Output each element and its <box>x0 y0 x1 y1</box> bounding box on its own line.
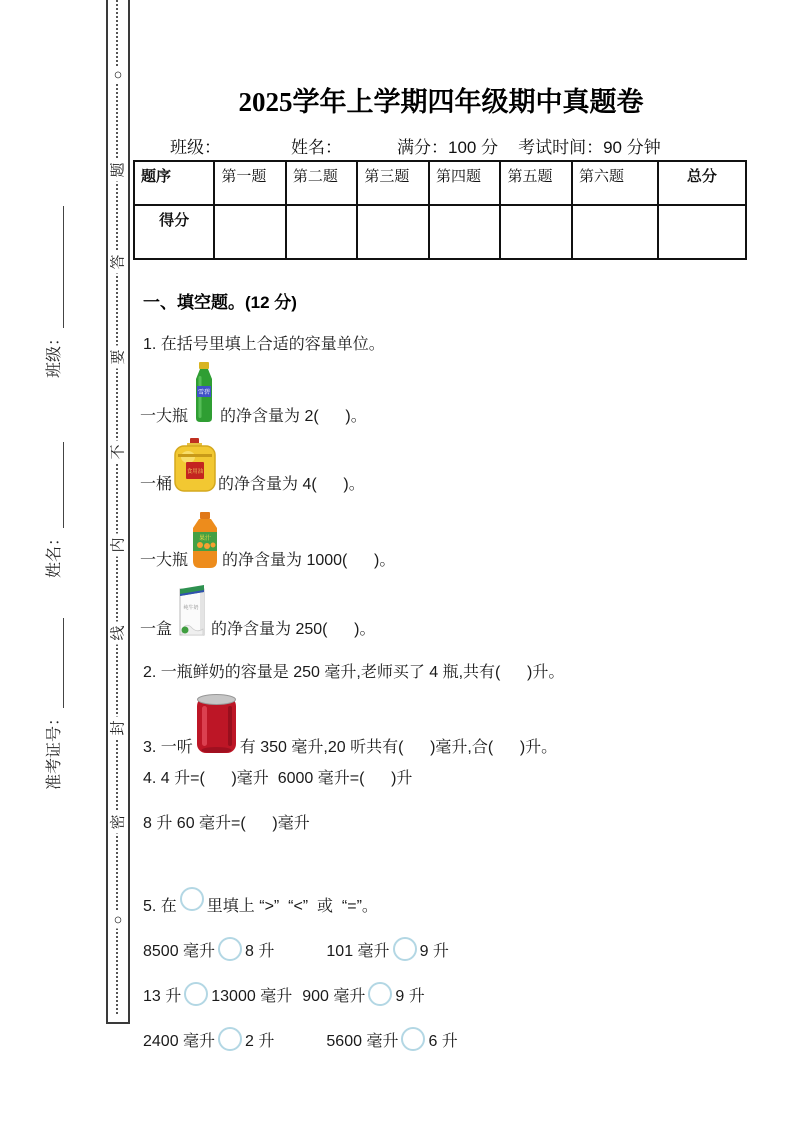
seal-char: 线 <box>111 621 126 644</box>
info-row <box>170 133 661 158</box>
cmp-left: 101 毫升 <box>326 943 390 960</box>
sprite-label-text: 雪碧 <box>198 390 211 396</box>
cmp-right: 2 升 <box>245 1033 275 1050</box>
question-3-suffix: 有 350 毫升,20 听共有( )毫升,合( )升。 <box>239 739 558 756</box>
sprite-bottle-icon <box>190 362 218 424</box>
q1-item-milk-suffix: 的净含量为 250( )。 <box>211 621 376 638</box>
question-5-heading-row <box>143 888 378 916</box>
score-cell <box>286 205 358 259</box>
seal-char: 内 <box>111 533 126 556</box>
side-field-admission-label: 准考证号： <box>46 709 63 790</box>
seal-char: 密 <box>111 810 126 833</box>
compare-circle <box>393 937 417 961</box>
seal-char: 要 <box>111 345 126 368</box>
cmp-right: 9 升 <box>419 943 449 960</box>
side-field-name-label: 姓名： <box>46 529 63 578</box>
score-cell <box>357 205 429 259</box>
cmp-left: 2400 毫升 <box>143 1033 216 1050</box>
question-2-text: 2. 一瓶鲜奶的容量是 250 毫升,老师买了 4 瓶,共有( )升。 <box>143 664 565 681</box>
header-q3: 第三题 <box>357 161 429 205</box>
score-cell <box>214 205 286 259</box>
question-4-line-1: 4. 4 升=( )毫升 6000 毫升=( )升 <box>143 770 413 787</box>
seal-circle-glyph: ○ <box>111 66 126 83</box>
question-5-suffix: 里填上 “>” “<” 或 “=”。 <box>206 898 378 915</box>
question-4-line-2: 8 升 60 毫升=( )毫升 <box>143 815 310 832</box>
q1-item-juice-suffix: 的净含量为 1000( )。 <box>222 552 396 569</box>
juice-bottle-icon <box>190 512 220 568</box>
section-1-heading: 一、填空题。(12 分) <box>143 293 297 312</box>
score-table <box>133 160 747 260</box>
cmp-left: 13 升 <box>143 988 182 1005</box>
score-cell <box>658 205 746 259</box>
exam-time-label: 考试时间：90 分钟 <box>518 138 661 157</box>
side-field-class-label: 班级： <box>46 329 63 378</box>
question-5-row-3 <box>143 1025 458 1051</box>
q1-item-oil-suffix: 的净含量为 4( )。 <box>218 476 365 493</box>
header-q1: 第一题 <box>214 161 286 205</box>
q1-item-juice <box>140 512 395 568</box>
header-q6: 第六题 <box>572 161 658 205</box>
q1-item-juice-prefix: 一大瓶 <box>140 552 189 569</box>
header-total: 总分 <box>658 161 746 205</box>
q1-item-milk-prefix: 一盒 <box>140 621 173 638</box>
cmp-right: 6 升 <box>428 1033 458 1050</box>
side-field-class <box>36 173 64 378</box>
question-3-row <box>143 692 557 755</box>
side-field-admission <box>36 590 64 790</box>
seal-char: 题 <box>111 158 126 181</box>
cmp-left: 900 毫升 <box>302 988 366 1005</box>
cmp-right: 8 升 <box>245 943 275 960</box>
compare-circle <box>218 937 242 961</box>
milk-carton-icon <box>174 582 209 637</box>
q1-item-sprite <box>140 362 367 424</box>
seal-circle-glyph: ○ <box>111 911 126 928</box>
question-5-row-1 <box>143 935 449 961</box>
side-field-name <box>36 408 64 578</box>
cmp-right: 13000 毫升 <box>211 988 293 1005</box>
side-field-class-blank <box>44 206 64 328</box>
question-3-prefix: 3. 一听 <box>143 739 193 756</box>
score-cell <box>572 205 658 259</box>
name-label: 姓名： <box>291 138 342 157</box>
compare-circle <box>401 1027 425 1051</box>
score-cell <box>429 205 501 259</box>
seal-char: 不 <box>111 440 126 463</box>
q1-item-oil <box>140 438 365 492</box>
cmp-left: 5600 毫升 <box>326 1033 399 1050</box>
compare-circle <box>184 982 208 1006</box>
q1-item-oil-prefix: 一桶 <box>140 476 173 493</box>
header-q5: 第五题 <box>500 161 572 205</box>
side-field-admission-blank <box>44 618 64 708</box>
compare-circle <box>368 982 392 1006</box>
milk-label-text: 纯牛奶 <box>183 605 199 611</box>
question-5-row-2 <box>143 980 425 1006</box>
juice-label-text: 果汁 <box>199 536 212 542</box>
seal-char: 答 <box>111 250 126 273</box>
question-1-text: 1. 在括号里填上合适的容量单位。 <box>143 336 385 353</box>
score-table-score-row <box>134 205 746 259</box>
oil-jug-icon <box>174 438 216 492</box>
score-row-label: 得分 <box>134 205 214 259</box>
score-cell <box>500 205 572 259</box>
side-field-name-blank <box>44 442 64 528</box>
question-5-prefix: 5. 在 <box>143 898 177 915</box>
seal-line-column <box>106 0 130 1024</box>
compare-circle <box>180 887 204 911</box>
compare-circle <box>218 1027 242 1051</box>
cmp-right: 9 升 <box>395 988 425 1005</box>
q1-item-milk <box>140 582 376 637</box>
q1-item-sprite-prefix: 一大瓶 <box>140 408 189 425</box>
class-label: 班级： <box>170 138 221 157</box>
oil-label-text: 食用油 <box>186 469 204 475</box>
full-score-label: 满分：100 分 <box>397 138 499 157</box>
score-table-header-row <box>134 161 746 205</box>
q1-item-sprite-suffix: 的净含量为 2( )。 <box>220 408 367 425</box>
seal-dotted-line <box>116 0 118 1014</box>
seal-char: 封 <box>111 716 126 739</box>
header-question-order: 题序 <box>134 161 214 205</box>
header-q4: 第四题 <box>429 161 501 205</box>
cola-can-icon <box>195 692 238 755</box>
cmp-left: 8500 毫升 <box>143 943 216 960</box>
header-q2: 第二题 <box>286 161 358 205</box>
page-title: 2025学年上学期四年级期中真题卷 <box>238 87 644 117</box>
